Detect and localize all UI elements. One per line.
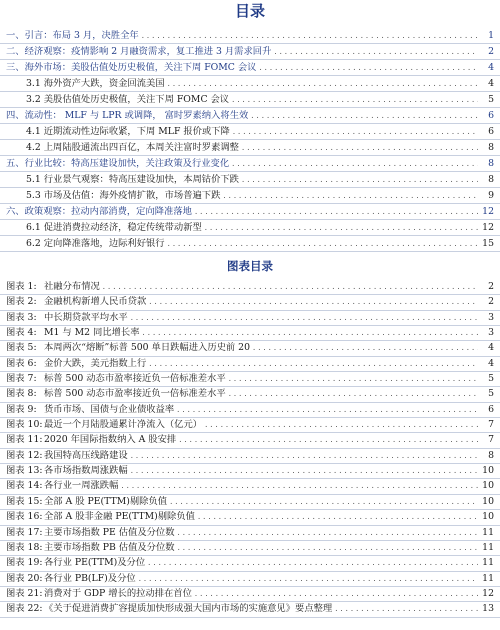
toc-subsection-link[interactable] <box>0 188 500 204</box>
figure-label: 图表 4: <box>6 327 37 339</box>
dot-leader <box>252 341 478 355</box>
figure-entry <box>6 433 176 447</box>
figure-title: 标普 500 动态市盈率接近负一倍标准差水平 <box>44 373 226 385</box>
figure-label: 图表 3: <box>6 311 37 323</box>
dot-leader <box>241 141 478 156</box>
toc-entry-text: 五、行业比较：特高压建设加快，关注政策及行业变化 <box>6 158 230 169</box>
figure-title: 金价大跌，美元指数上行 <box>44 357 147 369</box>
figure-label: 图表 14: <box>6 480 43 492</box>
figure-entry-link[interactable] <box>0 495 500 510</box>
figure-entry-link[interactable] <box>0 326 500 341</box>
figure-title: 全部 A 股 PE(TTM)剔除负值 <box>44 495 168 507</box>
toc-section-link[interactable] <box>0 156 500 172</box>
dot-leader <box>204 418 478 432</box>
figure-page-number: 10 <box>482 495 494 507</box>
toc-page-number: 5 <box>488 94 494 105</box>
dot-leader <box>148 357 478 371</box>
toc-title: 目录 <box>234 2 265 20</box>
dot-leader <box>167 77 478 92</box>
figure-page-number: 11 <box>482 572 494 584</box>
figure-entry-link[interactable] <box>0 372 500 387</box>
figure-title: 2020 年国际指数纳入 A 股安排 <box>44 434 177 446</box>
toc-section-link[interactable] <box>0 60 500 76</box>
dot-leader <box>147 556 478 570</box>
figure-entry <box>6 357 146 371</box>
dot-leader <box>169 495 478 509</box>
figure-label: 图表 7: <box>6 373 37 385</box>
figure-entry <box>6 387 226 401</box>
figure-entry-link[interactable] <box>0 510 500 525</box>
figure-entry-link[interactable] <box>0 403 500 418</box>
figure-entry <box>6 449 128 463</box>
figure-title: 金融机构新增人民币贷款 <box>44 296 147 308</box>
figure-page-number: 7 <box>488 419 494 431</box>
figure-page-number: 10 <box>482 511 494 523</box>
figure-entry <box>6 510 195 524</box>
figure-entry <box>6 372 226 386</box>
figure-entry <box>6 464 128 478</box>
dot-leader <box>228 387 478 401</box>
dot-leader <box>194 205 478 220</box>
figure-label: 图表 2: <box>6 296 37 308</box>
dot-leader <box>231 157 478 172</box>
toc-page-number: 12 <box>482 222 494 233</box>
figure-entry-link[interactable] <box>0 587 500 602</box>
figure-entry-link[interactable] <box>0 449 500 464</box>
dot-leader <box>102 280 478 294</box>
dot-leader <box>142 326 478 340</box>
dot-leader <box>167 237 478 252</box>
figure-label: 图表 19: <box>6 557 43 569</box>
figure-entry <box>6 495 167 509</box>
dot-leader <box>228 372 478 386</box>
figure-page-number: 11 <box>482 541 494 553</box>
figure-title: 我国特高压线路建设 <box>44 449 128 461</box>
toc-list <box>0 28 500 252</box>
figure-page-number: 3 <box>488 311 494 323</box>
figure-entry <box>6 526 175 540</box>
toc-entry-text: 3.1 海外资产大跌，资金回流美国 <box>26 78 165 89</box>
figures-title: 图表目录 <box>227 259 273 273</box>
figure-page-number: 6 <box>488 403 494 415</box>
toc-page-number: 8 <box>488 174 494 185</box>
figure-label: 图表 13: <box>6 465 43 477</box>
figures-list <box>0 280 500 618</box>
dot-leader <box>120 479 478 493</box>
figure-title: 各行业 PE(TTM)及分位 <box>44 557 146 569</box>
figure-page-number: 4 <box>488 342 494 354</box>
figure-entry-link[interactable] <box>0 433 500 448</box>
figure-label: 图表 21: <box>6 587 43 599</box>
figure-page-number: 10 <box>482 465 494 477</box>
toc-entry-text: 6.2 定向降准落地，边际利好银行 <box>26 238 165 249</box>
figure-entry <box>6 602 332 616</box>
dot-leader <box>130 464 478 478</box>
toc-entry-text: 四、流动性： MLF 与 LPR 或调降， 富时罗素纳入将生效 <box>6 110 249 121</box>
figure-entry-link[interactable] <box>0 387 500 402</box>
dot-leader <box>194 587 478 601</box>
toc-page-number: 9 <box>488 190 494 201</box>
toc-page-number: 8 <box>488 158 494 169</box>
dot-leader <box>250 109 478 124</box>
figure-title: 本周两次“熔断”标普 500 单日跌幅进入历史前 20 <box>44 342 250 354</box>
figure-title: 全部 A 股非金融 PE(TTM)剔除负值 <box>44 511 195 523</box>
figure-page-number: 7 <box>488 434 494 446</box>
figure-title: 各市场指数周涨跌幅 <box>44 465 128 477</box>
figure-label: 图表 12: <box>6 449 43 461</box>
figure-entry <box>6 418 202 432</box>
dot-leader <box>138 572 478 586</box>
dot-leader <box>231 93 478 108</box>
figure-title: 社融分布情况 <box>44 281 100 292</box>
figure-entry-link[interactable] <box>0 464 500 479</box>
figure-page-number: 5 <box>488 388 494 400</box>
figure-entry-link[interactable] <box>0 280 500 295</box>
figure-entry-link[interactable] <box>0 572 500 587</box>
figure-entry-link[interactable] <box>0 311 500 326</box>
figure-entry <box>6 556 145 570</box>
figure-page-number: 5 <box>488 373 494 385</box>
dot-leader <box>334 602 478 616</box>
toc-entry-text: 三、海外市场：美股估值处历史极值，关注下周 FOMC 会议 <box>6 62 257 73</box>
figure-entry-link[interactable] <box>0 541 500 556</box>
toc-page-number: 1 <box>488 30 494 41</box>
toc-subsection-link[interactable] <box>0 124 500 140</box>
toc-entry-text: 5.1 行业景气观察：特高压建设加快，本周钴价下跌 <box>26 174 239 185</box>
figure-label: 图表 5: <box>6 342 37 354</box>
toc-entry-text: 二、经济观察：疫情影响 2 月融资需求，复工推进 3 月需求回升 <box>6 46 272 57</box>
figure-label: 图表 20: <box>6 572 43 584</box>
toc-page-number: 8 <box>488 142 494 153</box>
figure-label: 图表 11: <box>6 434 43 446</box>
figure-page-number: 2 <box>488 296 494 308</box>
toc-subsection-link[interactable] <box>0 220 500 236</box>
figure-title: M1 与 M2 同比增长率 <box>44 327 140 339</box>
dot-leader <box>222 189 478 204</box>
toc-section-link[interactable] <box>0 108 500 124</box>
figure-page-number: 10 <box>482 480 494 492</box>
dot-leader <box>130 311 478 325</box>
dot-leader <box>241 173 478 188</box>
figure-entry <box>6 326 140 340</box>
figure-page-number: 11 <box>482 526 494 538</box>
toc-page-number: 6 <box>488 126 494 137</box>
dot-leader <box>273 45 478 60</box>
figure-page-number: 12 <box>482 587 494 599</box>
toc-subsection-link[interactable] <box>0 172 500 188</box>
figure-title: 各行业一周涨跌幅 <box>44 480 119 492</box>
figure-entry-link[interactable] <box>0 341 500 356</box>
figure-label: 图表 9: <box>6 403 37 415</box>
figure-title: 《关于促进消费扩容提质加快形成强大国内市场的实施意见》要点整理 <box>44 603 333 615</box>
figure-label: 图表 18: <box>6 541 43 553</box>
figure-page-number: 11 <box>482 557 494 569</box>
toc-page-number: 2 <box>488 46 494 57</box>
figure-label: 图表 22: <box>6 603 43 615</box>
toc-entry-text: 5.3 市场及估值：海外疫情扩散，市场普遍下跌 <box>26 190 221 201</box>
figure-entry <box>6 295 146 309</box>
dot-leader <box>178 433 478 447</box>
figure-entry <box>6 479 118 493</box>
figure-entry <box>6 341 250 355</box>
toc-subsection-link[interactable] <box>0 236 500 252</box>
figure-entry-link[interactable] <box>0 357 500 372</box>
figure-entry <box>6 311 128 325</box>
dot-leader <box>177 541 478 555</box>
figure-entry <box>6 403 174 417</box>
dot-leader <box>177 526 478 540</box>
figure-title: 主要市场指数 PE 估值及分位数 <box>44 526 175 538</box>
toc-section-link[interactable] <box>0 28 500 44</box>
toc-page-number: 4 <box>488 78 494 89</box>
dot-leader <box>176 403 478 417</box>
figure-label: 图表 16: <box>6 511 43 523</box>
figure-page-number: 4 <box>488 357 494 369</box>
figure-label: 图表 17: <box>6 526 43 538</box>
dot-leader <box>130 449 478 463</box>
figure-label: 图表 10: <box>6 419 43 431</box>
figure-page-number: 13 <box>482 603 494 615</box>
figure-title: 最近一个月陆股通累计净流入（亿元） <box>44 419 203 431</box>
figure-label: 图表 6: <box>6 357 37 369</box>
figure-entry <box>6 280 100 294</box>
toc-section-link[interactable] <box>0 204 500 220</box>
figure-page-number: 8 <box>488 449 494 461</box>
figure-entry <box>6 572 136 586</box>
toc-subsection-link[interactable] <box>0 76 500 92</box>
figure-entry-link[interactable] <box>0 295 500 310</box>
figure-entry-link[interactable] <box>0 526 500 541</box>
figure-title: 中长期贷款平均水平 <box>44 311 128 323</box>
toc-entry-text: 6.1 促进消费拉动经济，稳定传统带动新型 <box>26 222 202 233</box>
figure-title: 货币市场、国债与企业债收益率 <box>44 403 175 415</box>
figure-entry-link[interactable] <box>0 602 500 617</box>
toc-page-number: 15 <box>482 238 494 249</box>
toc-section-link[interactable] <box>0 44 500 60</box>
toc-subsection-link[interactable] <box>0 140 500 156</box>
toc-entry-text: 3.2 美股估值处历史极值，关注下周 FOMC 会议 <box>26 94 230 105</box>
figure-entry <box>6 541 175 555</box>
dot-leader <box>148 295 478 309</box>
figure-title: 主要市场指数 PB 估值及分位数 <box>44 541 175 553</box>
figure-page-number: 3 <box>488 327 494 339</box>
figure-label: 图表 8: <box>6 388 37 400</box>
figure-entry-link[interactable] <box>0 479 500 494</box>
figure-title: 标普 500 动态市盈率接近负一倍标准差水平 <box>44 388 226 400</box>
figure-label: 图表 1: <box>6 281 37 292</box>
dot-leader <box>232 125 478 140</box>
toc-entry-text: 4.2 上周陆股通流出四百亿，本周关注富时罗素调整 <box>26 142 239 153</box>
figure-entry <box>6 587 192 601</box>
figure-title: 各行业 PB(LF)及分位 <box>44 572 136 584</box>
toc-subsection-link[interactable] <box>0 92 500 108</box>
toc-entry-text: 六、政策观察：拉动内部消费，定向降准落地 <box>6 206 192 217</box>
dot-leader <box>197 510 478 524</box>
toc-page-number: 6 <box>488 110 494 121</box>
figure-title: 消费对于 GDP 增长的拉动排在首位 <box>44 587 192 599</box>
toc-page-number: 12 <box>482 206 494 217</box>
figure-page-number: 2 <box>488 281 494 292</box>
figure-entry-link[interactable] <box>0 556 500 571</box>
figure-entry-link[interactable] <box>0 418 500 433</box>
toc-page-number: 4 <box>488 62 494 73</box>
dot-leader <box>258 61 478 76</box>
toc-entry-text: 4.1 近期流动性边际收紧，下周 MLF 报价或下降 <box>26 126 230 137</box>
figure-label: 图表 15: <box>6 495 43 507</box>
dot-leader <box>141 29 478 44</box>
dot-leader <box>204 221 478 236</box>
toc-entry-text: 一、引言：布局 3 月，决胜全年 <box>6 30 139 41</box>
